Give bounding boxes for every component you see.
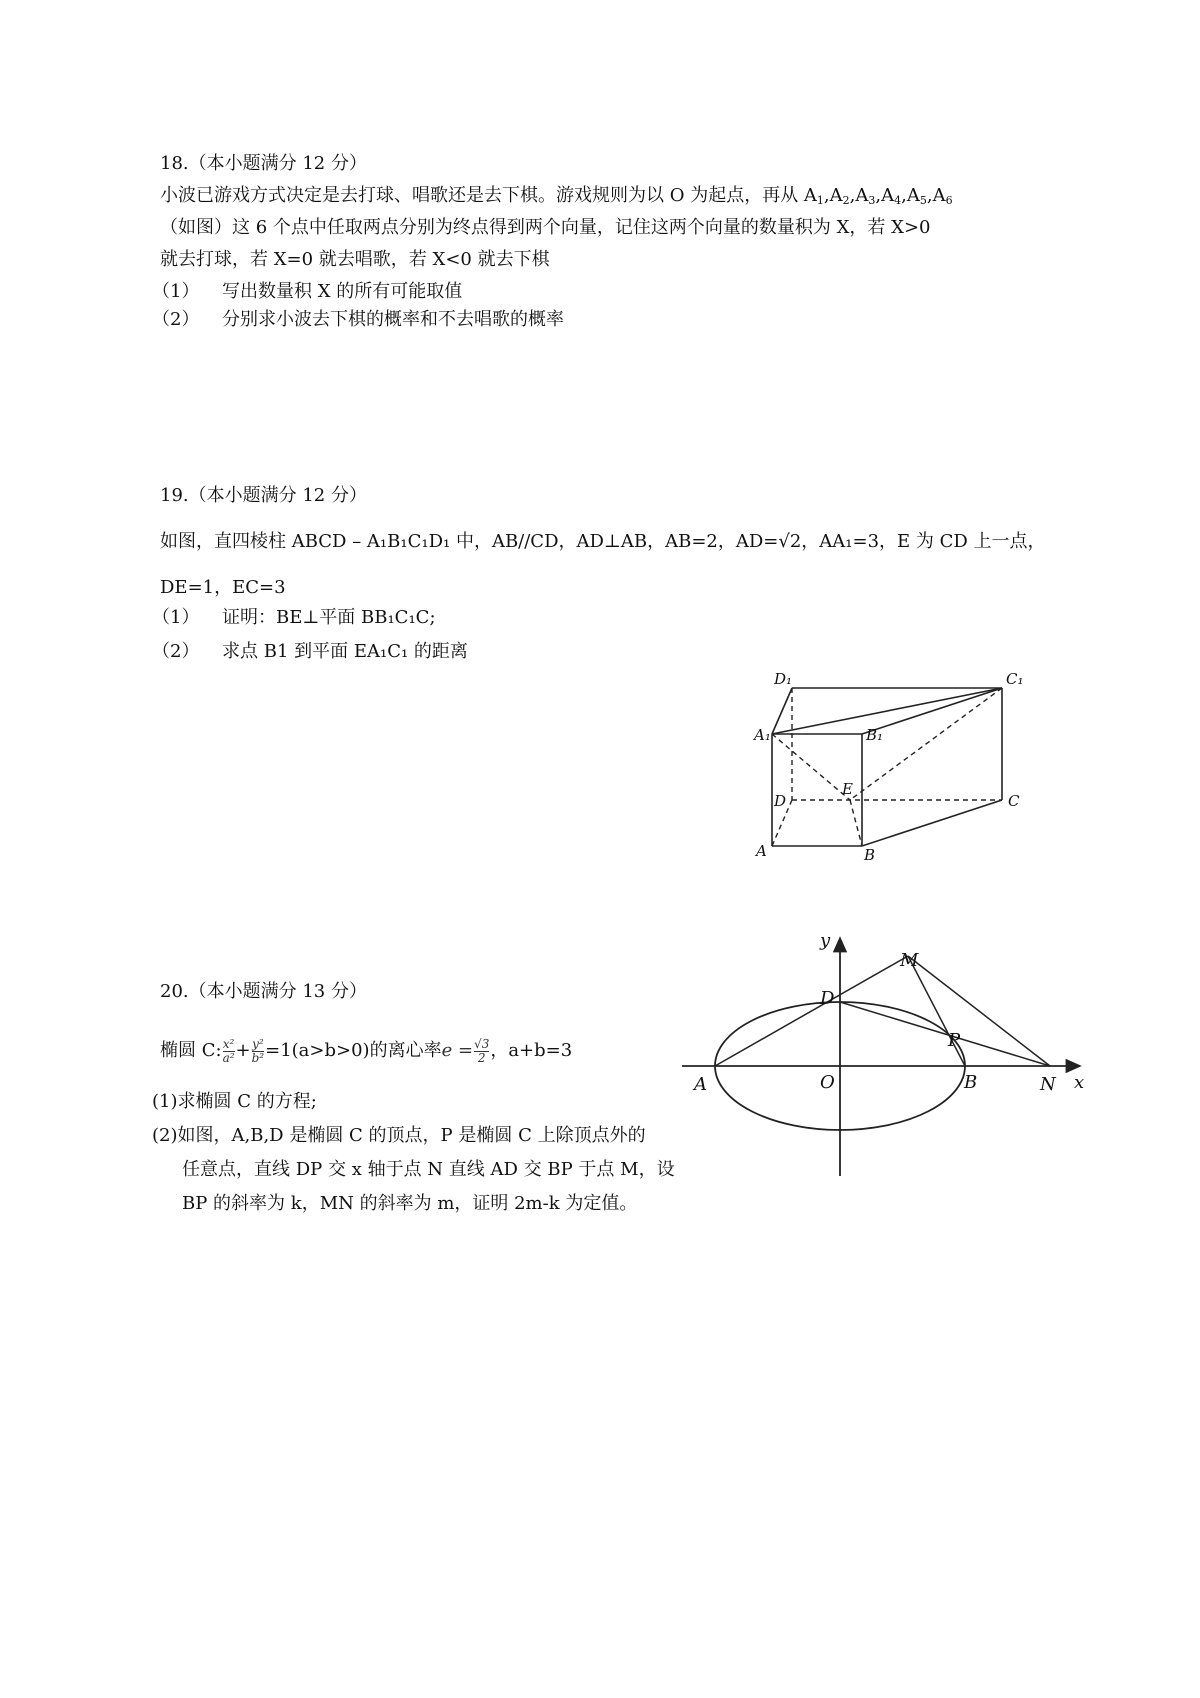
q18-intro-line2: （如图）这 6 个点中任取两点分别为终点得到两个向量，记住这两个向量的数量积为 X，若 X>0 <box>160 217 931 238</box>
label-a: A <box>756 842 767 860</box>
label-c1: C₁ <box>1006 670 1024 688</box>
q18-header: 18.（本小题满分 12 分） <box>160 153 367 174</box>
plus-sign: + <box>235 1040 251 1061</box>
q18-point-sub: 3 <box>868 194 876 207</box>
q18-point-sub: 4 <box>894 194 902 207</box>
line-dn <box>840 1002 1050 1066</box>
q20-item-text: 求椭圆 C 的方程; <box>177 1091 317 1112</box>
q19-header: 19.（本小题满分 12 分） <box>160 485 367 506</box>
edge-d1a1 <box>772 688 792 734</box>
frac-numerator: √3 <box>474 1036 490 1051</box>
q18-item-2 <box>152 308 564 332</box>
q18-point-sub: 5 <box>919 194 927 207</box>
q20-ellipse-mid: =1(a>b>0)的离心率 <box>265 1040 442 1061</box>
frac-denominator: b² <box>251 1050 265 1065</box>
q19-item-2 <box>152 640 468 664</box>
q18-item-1 <box>152 280 462 304</box>
label-y: y <box>820 930 831 951</box>
label-o: O <box>820 1072 835 1093</box>
frac-sqrt3-2 <box>474 1038 489 1065</box>
edge-bc <box>862 800 1002 846</box>
prism-figure <box>754 660 1030 870</box>
label-d: D <box>820 988 835 1009</box>
edge-a1e <box>772 734 850 800</box>
label-n: N <box>1040 1074 1056 1095</box>
label-d1: D₁ <box>774 670 793 688</box>
q18-point-sub: 2 <box>842 194 850 207</box>
q19-item-1 <box>152 606 436 630</box>
frac-y2-b2 <box>252 1038 265 1065</box>
label-c: C <box>1008 792 1020 810</box>
q18-intro-part1: 小波已游戏方式决定是去打球、唱歌还是去下棋。游戏规则为以 O 为起点，再从 A <box>160 185 817 206</box>
q18-item-text: 分别求小波去下棋的概率和不去唱歌的概率 <box>222 309 564 330</box>
label-b1: B₁ <box>866 726 884 744</box>
label-a1: A₁ <box>754 726 771 744</box>
edge-c1e <box>850 688 1002 800</box>
q18-point-sub: 1 <box>816 194 824 207</box>
q20-item-2-cont1: 任意点，直线 DP 交 x 轴于点 N 直线 AD 交 BP 于点 M，设 <box>182 1159 675 1180</box>
frac-numerator: x² <box>222 1036 235 1051</box>
label-b: B <box>864 846 876 864</box>
label-m: M <box>900 950 919 971</box>
q20-item-2 <box>152 1124 646 1148</box>
q18-intro-line3: 就去打球，若 X=0 就去唱歌，若 X<0 就去下棋 <box>160 249 550 270</box>
q19-item-text: 求点 B1 到平面 EA₁C₁ 的距离 <box>222 641 468 662</box>
q19-statement-line2: DE=1，EC=3 <box>160 577 286 598</box>
line-mn <box>908 956 1050 1066</box>
q20-item-text: 如图，A,B,D 是椭圆 C 的顶点，P 是椭圆 C 上除顶点外的 <box>177 1125 646 1146</box>
q20-item-2-cont2: BP 的斜率为 k，MN 的斜率为 m，证明 2m-k 为定值。 <box>182 1193 638 1214</box>
q18-item-text: 写出数量积 X 的所有可能取值 <box>222 281 463 302</box>
q19-item-number: （1） <box>152 607 200 628</box>
eccentricity-symbol: e = <box>441 1040 474 1061</box>
edge-a1c1 <box>772 688 1002 734</box>
q20-header: 20.（本小题满分 13 分） <box>160 981 367 1002</box>
label-e: E <box>842 780 853 798</box>
q18-item-number: （2） <box>152 309 200 330</box>
label-p: P <box>948 1030 961 1051</box>
label-d: D <box>774 792 787 810</box>
label-a: A <box>694 1074 707 1095</box>
frac-numerator: y² <box>252 1036 264 1051</box>
q20-ellipse-suffix: ，a+b=3 <box>490 1040 573 1061</box>
q20-item-1 <box>152 1090 317 1114</box>
frac-x2-a2 <box>223 1038 235 1065</box>
q20-item-number: (1) <box>152 1091 178 1112</box>
q20-ellipse-statement <box>160 1034 572 1068</box>
frac-denominator: 2 <box>477 1050 486 1065</box>
q18-item-number: （1） <box>152 281 200 302</box>
label-b: B <box>964 1072 978 1093</box>
q18-intro-line1: 小波已游戏方式决定是去打球、唱歌还是去下棋。游戏规则为以 O 为起点，再从 $A_1,A_2,A_3,A_4,A_5,A_6$ <box>160 185 953 207</box>
q18-point-sub: 6 <box>945 194 953 207</box>
edge-eb <box>850 800 862 846</box>
q19-item-text: 证明：BE⊥平面 BB₁C₁C; <box>222 607 436 628</box>
q20-ellipse-prefix: 椭圆 C: <box>160 1040 222 1061</box>
label-x: x <box>1074 1072 1085 1093</box>
line-ad-extended <box>715 956 908 1066</box>
q19-item-number: （2） <box>152 641 200 662</box>
q20-item-number: (2) <box>152 1125 178 1146</box>
q19-statement-line1: 如图，直四棱柱 ABCD – A₁B₁C₁D₁ 中，AB//CD，AD⊥AB，AB=2，AD=√2，AA₁=3，E 为 CD 上一点， <box>160 531 1046 552</box>
ellipse-figure <box>680 930 1120 1180</box>
frac-denominator: a² <box>222 1050 235 1065</box>
